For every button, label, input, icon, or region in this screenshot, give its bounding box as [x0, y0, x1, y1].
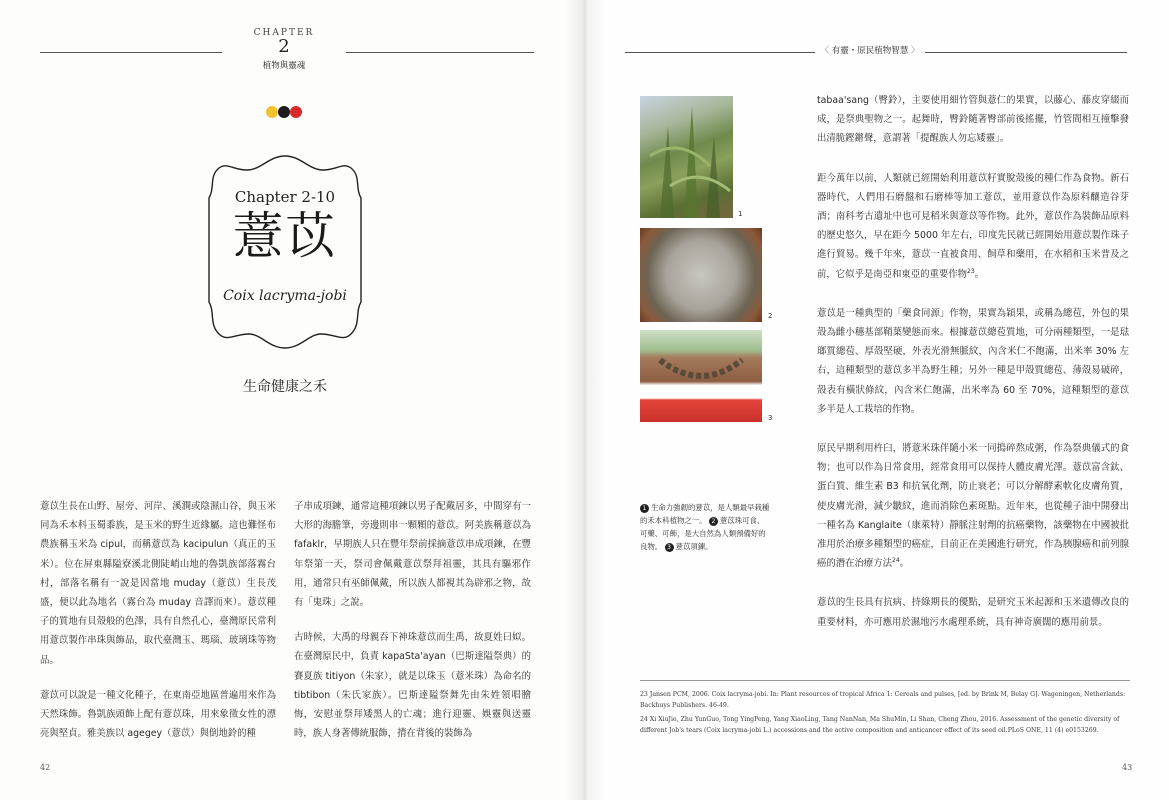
caption-marker-1: 1: [640, 504, 649, 513]
paragraph-text: 原民早期利用杵臼，將薏米珠伴隨小米一同搗碎熬成粥，作為祭典儀式的食物；也可以作為日常食用，經常食用可以保持人體皮膚光澤。薏苡富含鈦、蛋白質、維生素 B3 和抗氧化劑，防止衰老；可以分解酵素軟化皮膚角質，使皮膚光滑，減少皺紋，進而消除色素斑點。近年來，也從種子油中開發出一種名為 Kanglaite（康萊特）靜脈注射劑的抗癌藥物，該藥物在中國被批准用於治療多種類型的癌症，目前正在美國進行研究，作為胰腺癌和前列腺癌的潛在治療方法: [817, 443, 1129, 570]
necklace-icon: [640, 330, 762, 422]
paragraph: 薏苡的生長具有抗病、持綠期長的優點，是研究玉米起源和玉米遺傳改良的重要材料，亦可應用於濕地污水處理系統，具有神奇廣闊的應用前景。: [817, 597, 1129, 628]
footnote-ref-24[interactable]: 24: [892, 557, 900, 565]
left-column-2: [294, 497, 531, 759]
caption-text-3: 薏苡項鍊。: [675, 542, 713, 551]
left-column-1: [40, 497, 276, 759]
bracket-left: 〈: [820, 46, 830, 56]
footnotes: [640, 690, 1128, 740]
footnote-rule: [640, 680, 1130, 681]
caption-marker-2: 2: [709, 517, 718, 526]
tagline: 生命健康之禾: [243, 379, 327, 395]
paragraph-text: 距今萬年以前，人類就已經開始利用薏苡籽實脫殼後的種仁作為食物。新石器時代，人們用石磨盤和石磨棒等加工薏苡，並用薏苡作為原料釀造谷芽酒；南科考古遺址中也可見稻米與薏苡等作物。此外，薏苡作為裝飾品原料的歷史悠久，早在距今 5000 年左右，印度先民就已經開始用薏苡製作珠子進行貿易。幾千年來，薏苡一直被食用、飼草和藥用，在水稻和玉米普及之前，它似乎是南亞和東亞的重要作物: [817, 172, 1129, 280]
right-column: [817, 91, 1129, 652]
caption-text-1: 生命力強韌的薏苡，是人類最早栽種的禾本科植物之一。: [640, 503, 770, 525]
paragraph: [817, 169, 1129, 284]
paragraph: 薏苡生長在山野、屋旁、河岸、溪澗或陰濕山谷，與玉米同為禾本科玉蜀黍族，是玉米的野生近緣屬。這也難怪布農族稱玉米為 cipul，而稱薏苡為 kacipulun（真正的玉米）。位在屏東縣隘寮溪北側陡峭山地的魯凱族部落霧台村，部落名稱有一說是因當地 muday（薏苡）生長茂盛，便以此為地名（霧台為 muday 音譯而來）。薏苡種子的質地有貝殼般的色澤，具有自然孔心，臺灣原民常利用薏苡製作串珠與飾品，取代臺灣玉、瑪瑙、玻璃珠等物品。: [40, 501, 276, 666]
photo-number-3: 3: [768, 414, 773, 422]
yellow-dot: [266, 106, 278, 118]
photo-caption: [640, 501, 770, 553]
header-rule-left: [40, 52, 222, 53]
paragraph: 古時候，大禹的母親吞下神珠薏苡而生禹，故夏姓曰姒。在臺灣原民中，負責 kapaSta'ayan（巴斯達隘祭典）的賽夏族 titiyon（朱家），就是以珠玉（薏米珠）為命名的 tibtibon（朱氏家族）。巴斯達隘祭舞先由朱姓領唱膾悔，安慰並祭拜矮黑人的亡魂；進行迎靈、娛靈與送靈時，族人身著傳統服飾，揹在背後的裝飾為: [294, 632, 531, 740]
chapter-number: 2: [278, 36, 290, 57]
header-rule-right: [925, 52, 1127, 53]
title-frame: [205, 152, 365, 352]
page-number-right: 43: [1122, 763, 1133, 772]
running-head-text: 有靈・原民植物智慧: [831, 46, 909, 56]
running-head: [820, 44, 920, 56]
chapter-subtitle: 植物與靈魂: [262, 61, 306, 71]
footnote-23: 23 Jansen PCM, 2006. Coix lacryma-jobi. In: Plant resources of tropical Africa 1: Cereals and pulses, [ed. by Brink M, Belay G]. Wageningen, Netherlands: Backhuys Publishers. 46-49.: [640, 691, 1126, 709]
chapter-header: [248, 28, 320, 71]
caption-marker-3: 3: [665, 543, 674, 552]
plant-title: 薏苡: [233, 207, 337, 265]
paragraph: tabaa'sang（臀鈴），主要使用細竹管與薏仁的果實，以藤心、藤皮穿綴而成，是祭典聖物之一。起舞時，臀鈴隨著臀部前後搖擺，竹管間相互撞擊發出清脆鏗鏘聲，意謂著「提醒族人勿忘矮靈」。: [817, 95, 1129, 145]
color-dots: [266, 106, 306, 118]
bracket-right: 〉: [910, 46, 920, 56]
frame-chapter-code: Chapter 2-10: [234, 188, 336, 206]
header-rule-right: [346, 52, 534, 53]
page-number-left: 42: [40, 763, 51, 772]
paragraph: [817, 439, 1129, 573]
paragraph: 薏苡是一種典型的「藥食同源」作物，果實為穎果，或稱為總苞，外包的果殼為雌小穗基部鞘葉變態而來。根據薏苡總苞質地，可分兩種類型，一是琺瑯質總苞、厚殼堅硬，外表光滑無脈紋，內含米仁不飽滿，出米率 30% 左右，這種類型的薏苡多半為野生種；另外一種是甲殼質總苞、薄殼易破碎，殼表有橫狀條紋，內含米仁飽滿，出米率為 60 至 70%，這種類型的薏苡多半是人工栽培的作物。: [817, 307, 1129, 415]
photo-plant: [640, 96, 733, 218]
plant-leaves-icon: [640, 96, 733, 218]
chapter-word: CHAPTER: [253, 28, 315, 38]
footnote-ref-23[interactable]: 23: [967, 267, 975, 275]
paragraph: 子串成項鍊，通常這種項鍊以男子配戴居多，中間穿有一大形的海膽筆，旁邊則串一顆顆的薏苡。阿美族稱薏苡為 fafaklr，早期族人只在豐年祭前採摘薏苡串成項鍊，在豐年祭第一天，祭司會佩戴薏苡祭拜祖靈，其具有驅邪作用，通常只有巫師佩戴，所以族人都視其為辟邪之物，故有「鬼珠」之說。: [294, 501, 531, 609]
latin-name: Coix lacryma-jobi: [223, 288, 347, 304]
caption-text-2: 薏苡珠可食、可藥、可飾，是大自然為人類預備好的良物。: [640, 516, 766, 551]
header-rule-left: [625, 52, 815, 53]
red-dot: [290, 106, 302, 118]
footnote-24: 24 Xi XiuJie, Zhu YunGuo, Tong YingPeng, Yang XiaoLing, Tang NanNan, Ma ShuMin, Li Shan, Cheng Zhou, 2016. Assessment of the genetic diversity of different Job's tears (Coix lacryma-jobi L.) accessions and the active composition and anticancer effect of its seed oil.PLoS ONE, 11 (4) e0153269.: [640, 716, 1120, 734]
photo-number-2: 2: [768, 312, 773, 320]
photo-seeds: [640, 228, 762, 322]
paragraph-end: 。: [974, 268, 985, 280]
photo-necklace: [640, 330, 762, 422]
paragraph: 薏苡可以說是一種文化種子，在東南亞地區普遍用來作為天然珠飾。魯凱族頭飾上配有薏苡珠，用來象徵女性的漂亮與堅貞。雅美族以 agegey（薏苡）與倒地鈴的種: [40, 689, 276, 740]
photo-number-1: 1: [738, 210, 743, 218]
paragraph-end: 。: [899, 558, 910, 570]
black-dot: [278, 106, 290, 118]
